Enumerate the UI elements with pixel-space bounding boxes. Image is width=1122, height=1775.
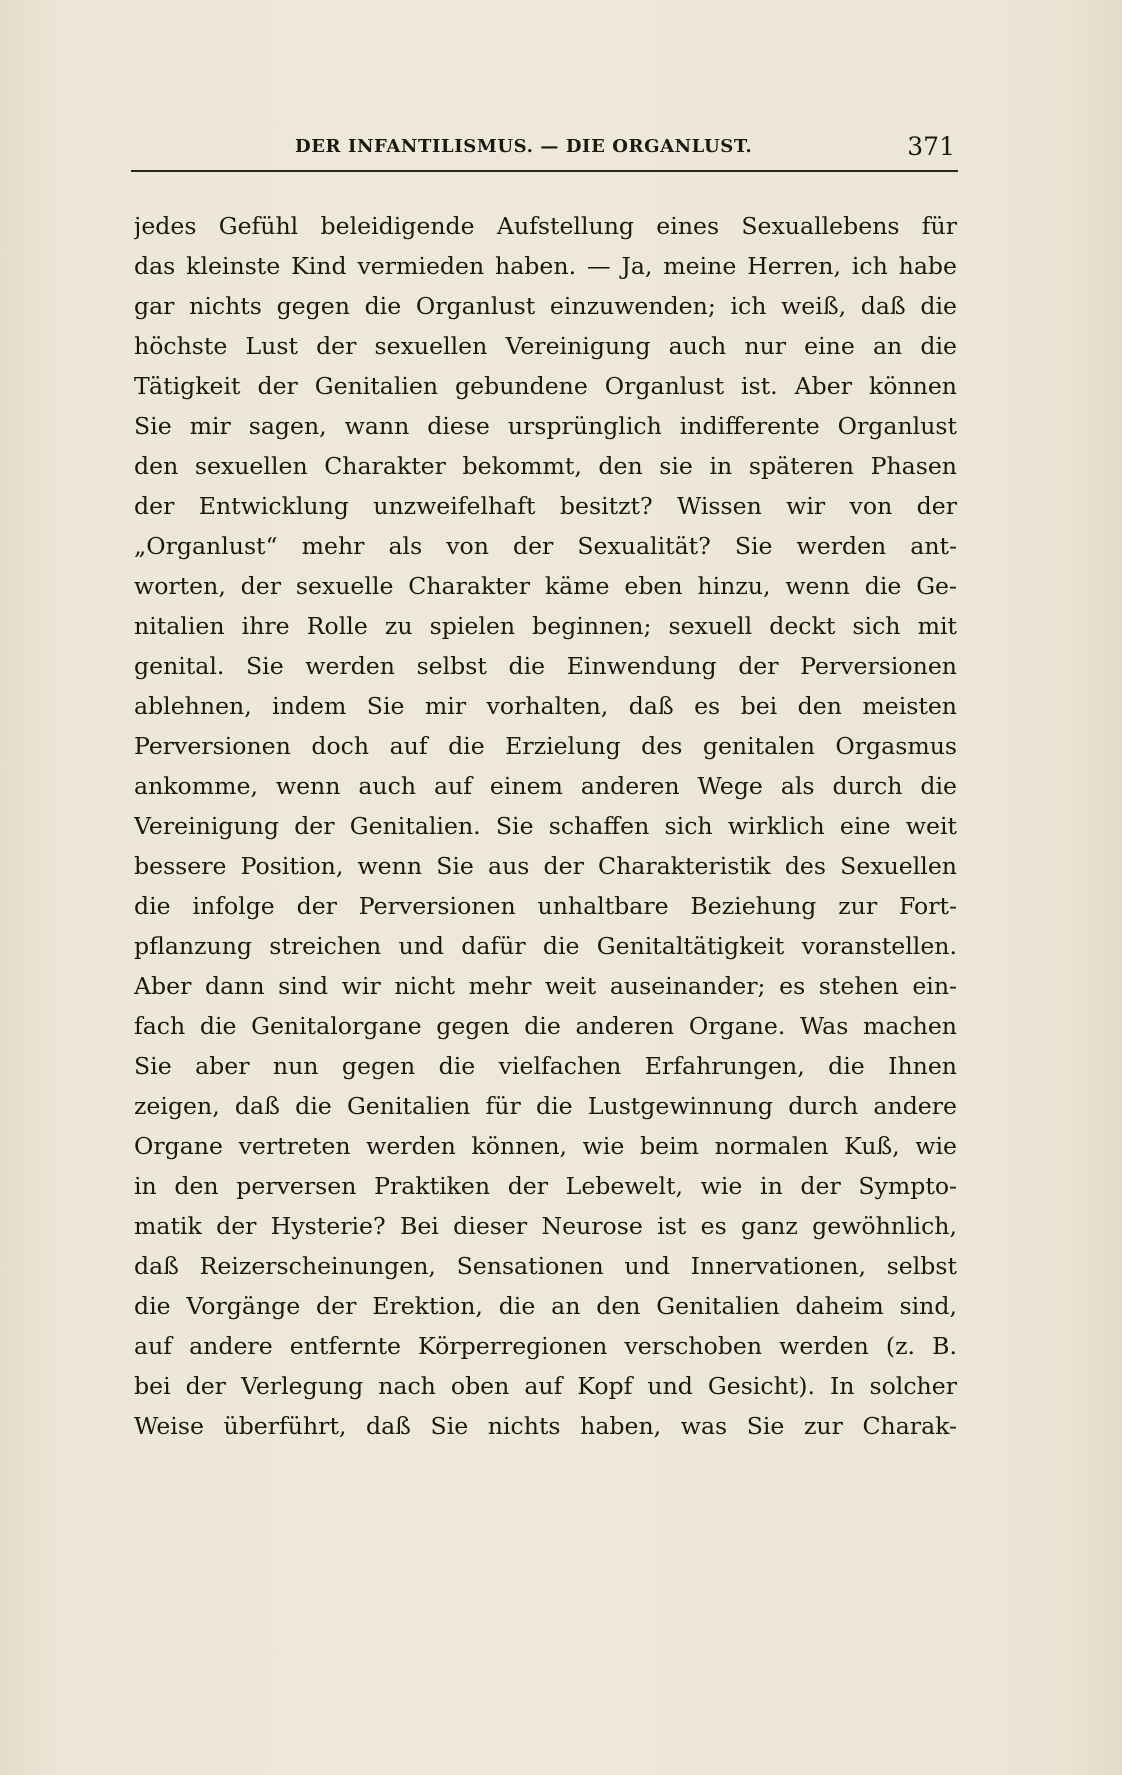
text-line: den sexuellen Charakter bekommt, den sie in späteren Phasen: [134, 452, 957, 480]
text-line: nitalien ihre Rolle zu spielen beginnen; sexuell deckt sich mit: [134, 612, 957, 640]
text-line: Vereinigung der Genitalien. Sie schaffen sich wirklich eine weit: [134, 812, 957, 840]
text-line: der Entwicklung unzweifelhaft besitzt? Wissen wir von der: [134, 492, 957, 520]
text-line: ablehnen, indem Sie mir vorhalten, daß es bei den meisten: [134, 692, 957, 720]
page-header: [131, 132, 957, 166]
text-line: höchste Lust der sexuellen Vereinigung auch nur eine an die: [134, 332, 957, 360]
page-number: 371: [907, 132, 955, 161]
text-line: jedes Gefühl beleidigende Aufstellung eines Sexuallebens für: [134, 212, 957, 240]
text-line: matik der Hysterie? Bei dieser Neurose ist es ganz gewöhnlich,: [134, 1212, 957, 1240]
text-line: worten, der sexuelle Charakter käme eben hinzu, wenn die Ge-: [134, 572, 957, 600]
body-text: [134, 206, 957, 1446]
text-line: das kleinste Kind vermieden haben. — Ja, meine Herren, ich habe: [134, 252, 957, 280]
text-line: Perversionen doch auf die Erzielung des genitalen Orgasmus: [134, 732, 957, 760]
text-line: daß Reizerscheinungen, Sensationen und Innervationen, selbst: [134, 1252, 957, 1280]
text-line: gar nichts gegen die Organlust einzuwenden; ich weiß, daß die: [134, 292, 957, 320]
text-line: pflanzung streichen und dafür die Genitaltätigkeit voranstellen.: [134, 932, 957, 960]
text-line: Organe vertreten werden können, wie beim normalen Kuß, wie: [134, 1132, 957, 1160]
text-line: Sie aber nun gegen die vielfachen Erfahrungen, die Ihnen: [134, 1052, 957, 1080]
text-line: die Vorgänge der Erektion, die an den Genitalien daheim sind,: [134, 1292, 957, 1320]
text-line: in den perversen Praktiken der Lebewelt, wie in der Sympto-: [134, 1172, 957, 1200]
text-line: auf andere entfernte Körperregionen verschoben werden (z. B.: [134, 1332, 957, 1360]
text-line: die infolge der Perversionen unhaltbare Beziehung zur Fort-: [134, 892, 957, 920]
text-line: zeigen, daß die Genitalien für die Lustgewinnung durch andere: [134, 1092, 957, 1120]
text-line: „Organlust“ mehr als von der Sexualität? Sie werden ant-: [134, 532, 957, 560]
text-line: Tätigkeit der Genitalien gebundene Organlust ist. Aber können: [134, 372, 957, 400]
text-line: fach die Genitalorgane gegen die anderen Organe. Was machen: [134, 1012, 957, 1040]
text-line: Weise überführt, daß Sie nichts haben, was Sie zur Charak-: [134, 1412, 957, 1440]
header-rule: [131, 170, 958, 172]
text-line: ankomme, wenn auch auf einem anderen Wege als durch die: [134, 772, 957, 800]
text-line: Aber dann sind wir nicht mehr weit auseinander; es stehen ein-: [134, 972, 957, 1000]
text-line: Sie mir sagen, wann diese ursprünglich indifferente Organlust: [134, 412, 957, 440]
text-line: bei der Verlegung nach oben auf Kopf und Gesicht). In solcher: [134, 1372, 957, 1400]
text-line: bessere Position, wenn Sie aus der Charakteristik des Sexuellen: [134, 852, 957, 880]
text-line: genital. Sie werden selbst die Einwendung der Perversionen: [134, 652, 957, 680]
running-head: DER INFANTILISMUS. — DIE ORGANLUST.: [295, 136, 753, 157]
